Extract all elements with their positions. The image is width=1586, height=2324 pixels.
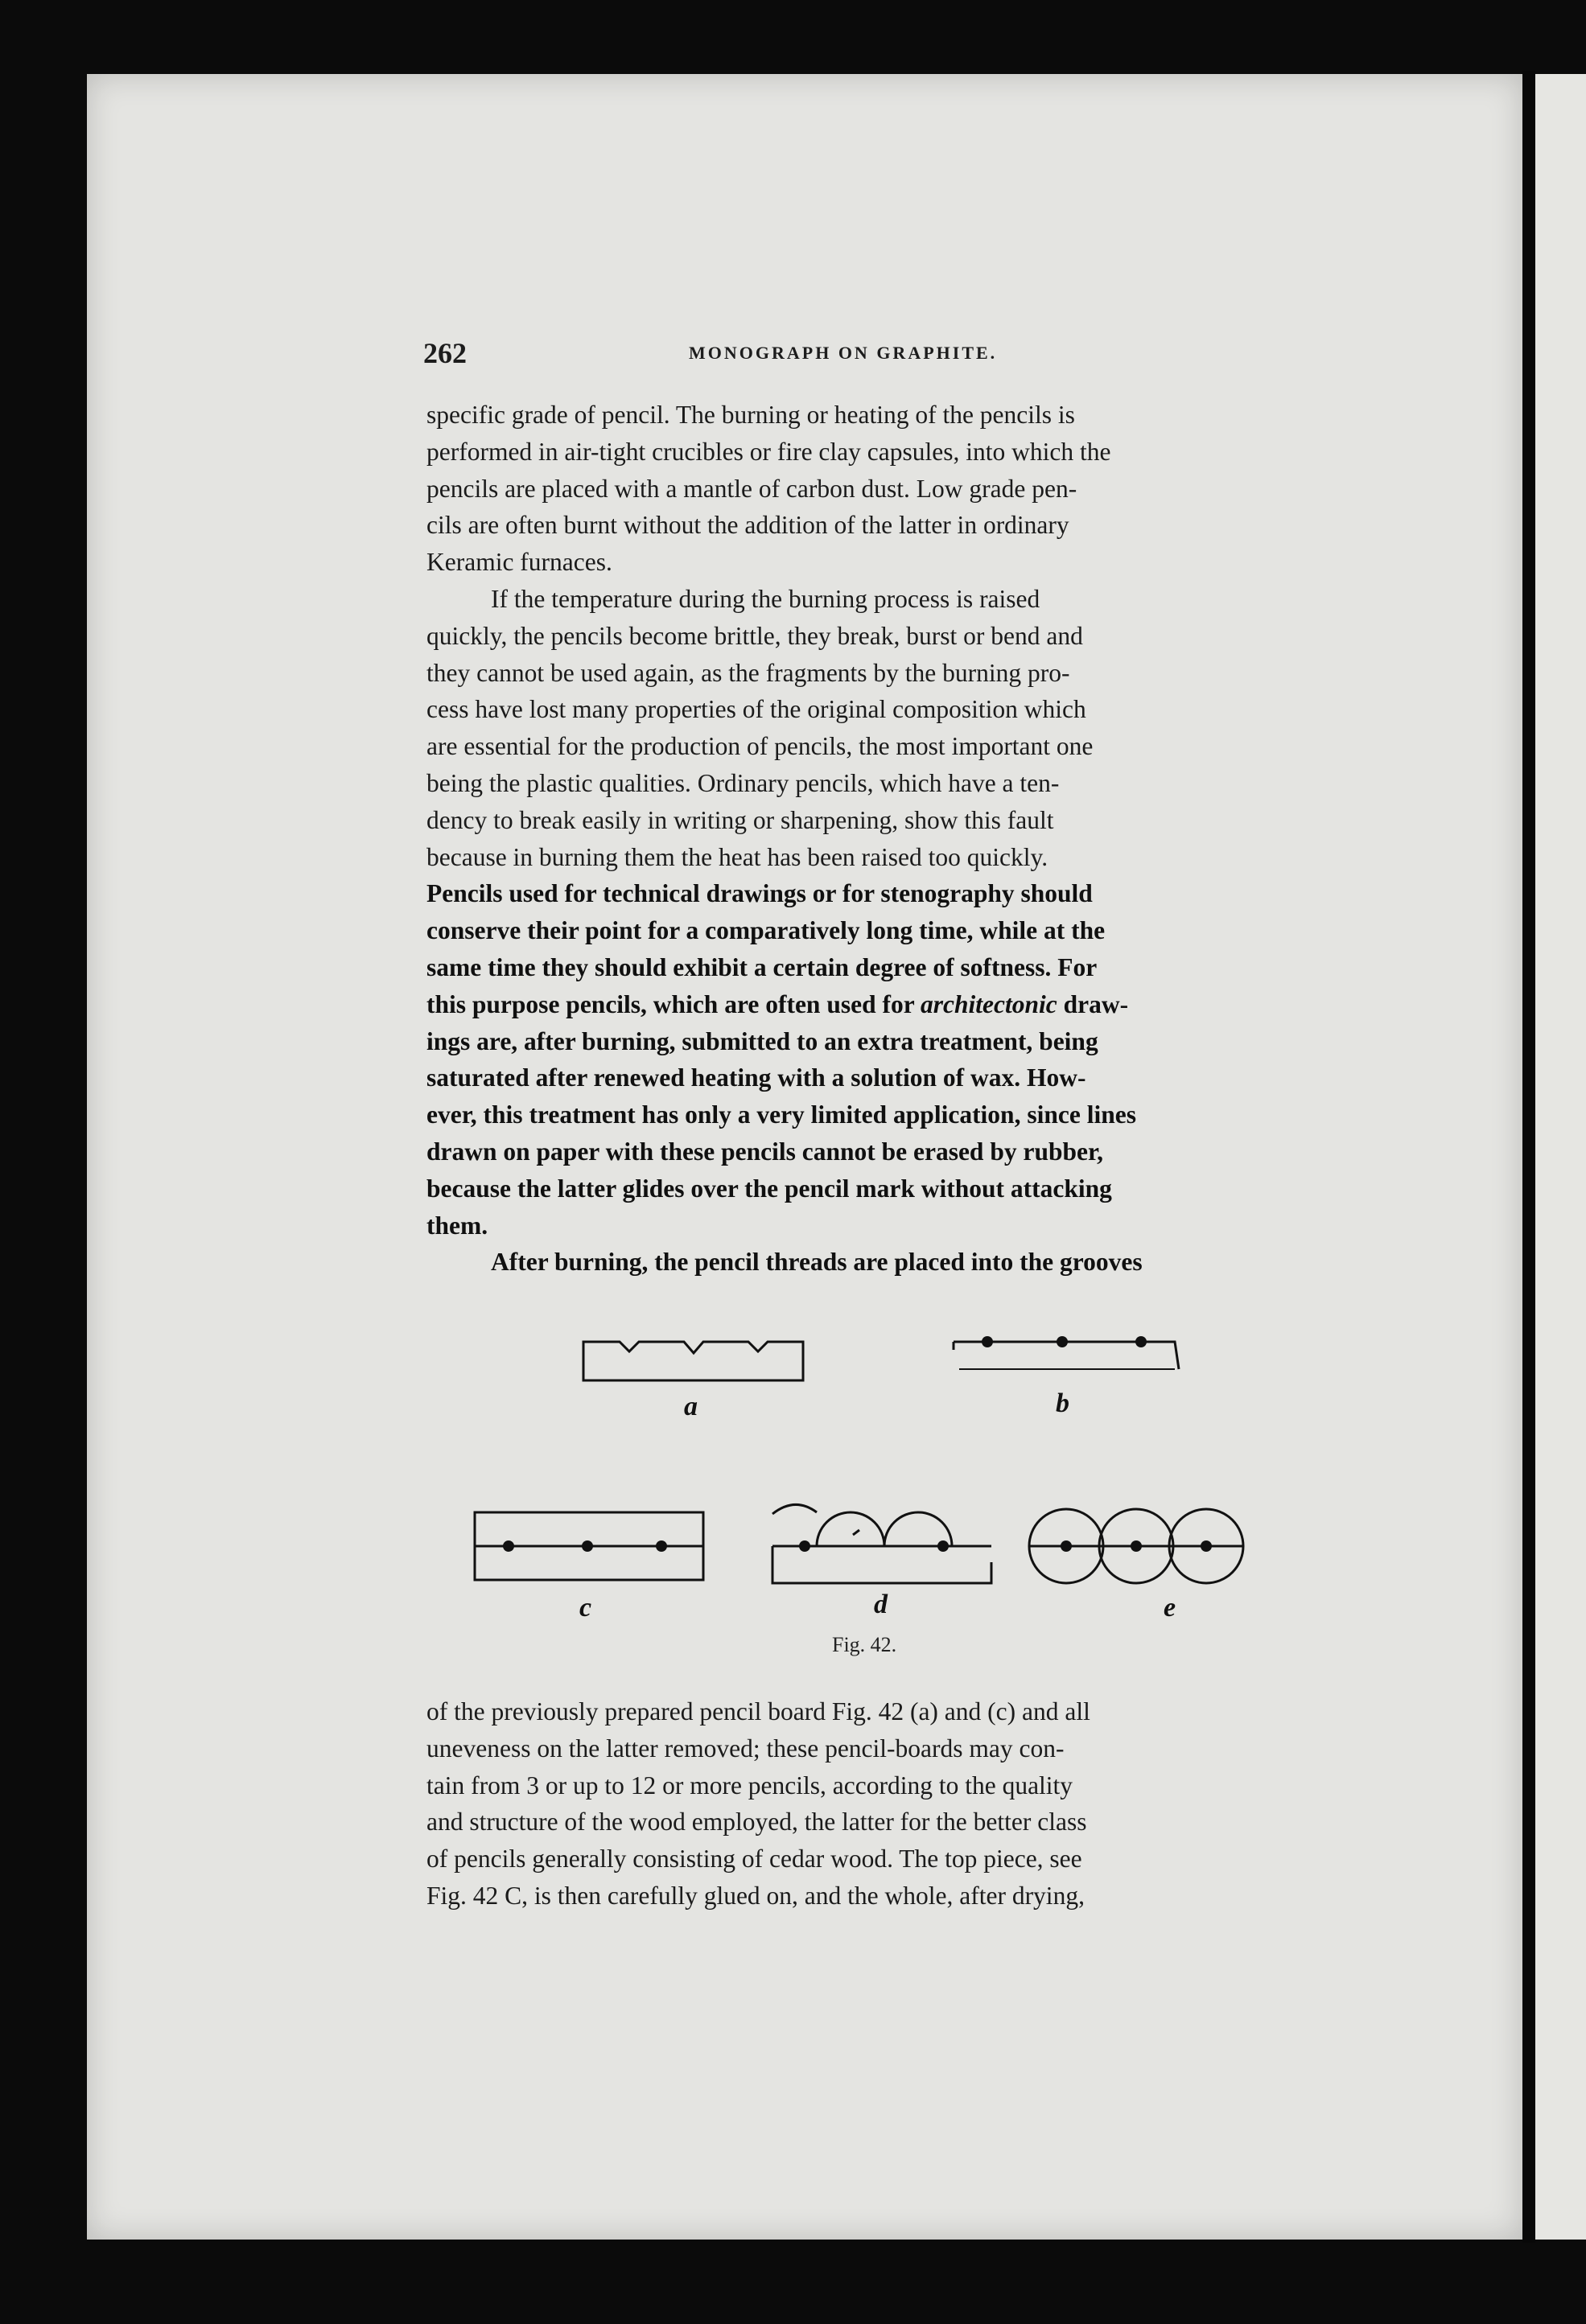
text-line: uneveness on the latter removed; these pencil-boards may con- xyxy=(426,1734,1065,1763)
text-line: of pencils generally consisting of cedar wood. The top piece, see xyxy=(426,1845,1082,1874)
text-line: specific grade of pencil. The burning or heating of the pencils is xyxy=(426,401,1075,429)
text-line: are essential for the production of pencils, the most important one xyxy=(426,732,1094,761)
text-line: because in burning them the heat has been raised too quickly. xyxy=(426,842,1048,871)
page-header xyxy=(423,336,1324,376)
text-line: they cannot be used again, as the fragments by the burning pro- xyxy=(426,658,1070,687)
text-line: quickly, the pencils become brittle, they break, burst or bend and xyxy=(426,621,1083,650)
figure-label-e: e xyxy=(1164,1593,1176,1623)
text-line: same time they should exhibit a certain degree of softness. For xyxy=(426,952,1098,981)
text-line: tain from 3 or up to 12 or more pencils, according to the quality xyxy=(426,1771,1073,1800)
figure-label-b: b xyxy=(1056,1388,1069,1418)
running-title: MONOGRAPH ON GRAPHITE. xyxy=(689,343,998,363)
text-line: dency to break easily in writing or sharpening, show this fault xyxy=(426,805,1054,834)
text-line: being the plastic qualities. Ordinary pencils, which have a ten- xyxy=(426,768,1060,797)
text-line: drawn on paper with these pencils cannot be erased by rubber, xyxy=(426,1137,1103,1166)
text-line: pencils are placed with a mantle of carbon dust. Low grade pen- xyxy=(426,474,1077,503)
page-number: 262 xyxy=(423,337,467,369)
text-line: cils are often burnt without the addition of the latter in ordinary xyxy=(426,511,1069,540)
text-line: conserve their point for a comparatively long time, while at the xyxy=(426,916,1106,945)
text-line: Pencils used for technical drawings or for stenography should xyxy=(426,879,1093,908)
text-line: and structure of the wood employed, the latter for the better class xyxy=(426,1808,1087,1837)
text-line: cess have lost many properties of the original composition which xyxy=(426,695,1086,724)
text-line: performed in air-tight crucibles or fire clay capsules, into which the xyxy=(426,437,1111,466)
text-line: ever, this treatment has only a very limited application, since lines xyxy=(426,1100,1136,1129)
figure-42 xyxy=(451,1319,1304,1665)
adjacent-page-edge xyxy=(1535,74,1586,2240)
figure-label-a: a xyxy=(684,1392,698,1421)
text-line: After burning, the pencil threads are placed into the grooves xyxy=(491,1248,1143,1277)
body-text-bottom xyxy=(426,1693,1326,1915)
text-line: Fig. 42 C, is then carefully glued on, and the whole, after drying, xyxy=(426,1881,1085,1910)
body-text-top xyxy=(426,397,1326,1281)
figure-caption: Fig. 42. xyxy=(832,1633,897,1656)
figure-label-d: d xyxy=(874,1590,888,1619)
text-line: Keramic furnaces. xyxy=(426,548,612,577)
text-line: this purpose pencils, which are often used for architectonic draw- xyxy=(426,989,1129,1018)
text-line: If the temperature during the burning process is raised xyxy=(491,584,1040,613)
diagram-a-grooved-board xyxy=(583,1342,803,1380)
text-line: saturated after renewed heating with a solution of wax. How- xyxy=(426,1063,1086,1092)
text-line: ings are, after burning, submitted to an extra treatment, being xyxy=(426,1026,1098,1055)
figure-label-c: c xyxy=(579,1593,592,1623)
text-line: because the latter glides over the pencil mark without attacking xyxy=(426,1174,1112,1203)
pencil-board-diagram xyxy=(451,1319,1304,1625)
text-line: them. xyxy=(426,1211,488,1240)
text-line: of the previously prepared pencil board Fig. 42 (a) and (c) and all xyxy=(426,1697,1090,1726)
book-gutter xyxy=(1522,71,1535,2243)
